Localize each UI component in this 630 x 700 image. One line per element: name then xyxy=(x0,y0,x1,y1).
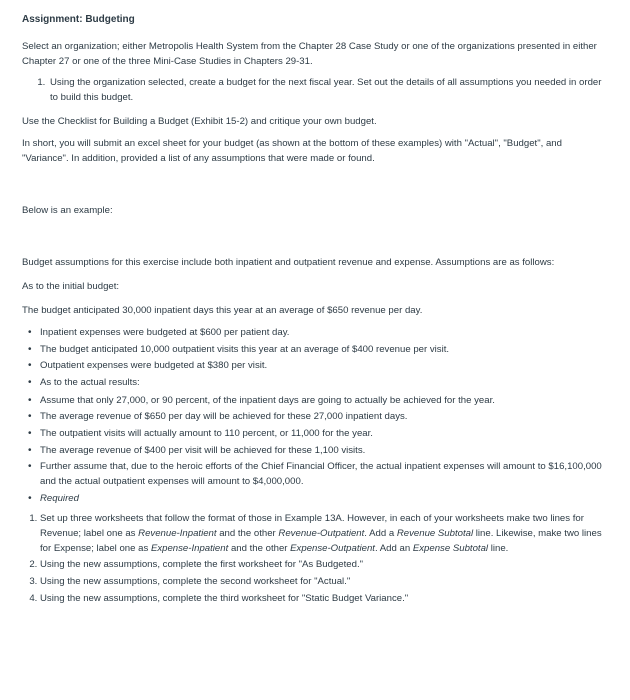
required-step-2: 2. Using the new assumptions, complete the first worksheet for "As Budgeted." xyxy=(40,557,610,572)
submit-paragraph: In short, you will submit an excel sheet for your budget (as shown at the bottom of these examples) with "Actual", "Budget", and "Variance". In addition, provided a list of any assumptions that were made or found. xyxy=(22,138,562,164)
bullet-item: • The average revenue of $650 per day will be achieved for these 27,000 inpatient days. xyxy=(40,409,610,424)
bullet-item: • The budget anticipated 10,000 outpatient visits this year at an average of $400 revenue per visit. xyxy=(40,342,610,357)
step-text: and the other xyxy=(216,527,279,539)
step-text: and the other xyxy=(228,542,291,554)
anticipated-paragraph: The budget anticipated 30,000 inpatient days this year at an average of $650 revenue per day. xyxy=(22,305,423,316)
intro-paragraph: Select an organization; either Metropolis Health System from the Chapter 28 Case Study or one of the organizations presented in either Chapter 27 or one of the three Mini-Case Studies in Chapters 29-31. xyxy=(22,41,597,67)
term-revenue-inpatient: Revenue-Inpatient xyxy=(138,527,217,539)
term-expense-outpatient: Expense-Outpatient xyxy=(290,542,375,554)
required-steps-list xyxy=(22,511,610,606)
bullet-item: • As to the actual results: xyxy=(40,375,610,390)
term-expense-subtotal: Expense Subtotal xyxy=(412,542,489,554)
step-text: Set up three worksheets that follow the format of those in Example 13A. However, in each of your worksheets make two lines for Revenue; label one as xyxy=(40,512,584,539)
step-text: line. Likewise, make two lines for Expense; label one as xyxy=(40,527,602,554)
step-text: . Add a xyxy=(364,527,397,539)
checklist-paragraph: Use the Checklist for Building a Budget (Exhibit 15-2) and critique your own budget. xyxy=(22,116,377,127)
top-steps-list xyxy=(22,75,610,105)
step-text: . Add an xyxy=(374,542,413,554)
required-step-4: 4. Using the new assumptions, complete the third worksheet for "Static Budget Variance." xyxy=(40,591,610,606)
bullet-item: • Further assume that, due to the heroic efforts of the Chief Financial Officer, the actual inpatient expenses will amount to $16,100,000 and the actual outpatient expenses will amount to $4,000,000. xyxy=(40,459,610,489)
initial-budget-label: As to the initial budget: xyxy=(22,281,120,292)
step-1: 1. Using the organization selected, create a budget for the next fiscal year. Set out the details of all assumptions you needed in order to build this budget. xyxy=(48,75,610,105)
bullet-item: • Inpatient expenses were budgeted at $600 per patient day. xyxy=(40,325,610,340)
required-step-3: 3. Using the new assumptions, complete the second worksheet for "Actual." xyxy=(40,574,610,589)
assumptions-paragraph: Budget assumptions for this exercise include both inpatient and outpatient revenue and expense. Assumptions are as follows: xyxy=(22,257,555,268)
example-label: Below is an example: xyxy=(22,205,113,216)
bullet-item: • Assume that only 27,000, or 90 percent, of the inpatient days are going to actually be achieved for the year. xyxy=(40,393,610,408)
bullet-item: • The average revenue of $400 per visit will be achieved for these 1,100 visits. xyxy=(40,443,610,458)
actual-bullets xyxy=(22,393,610,506)
step-text: line. xyxy=(488,542,509,554)
term-revenue-outpatient: Revenue-Outpatient xyxy=(278,527,365,539)
initial-bullets xyxy=(22,325,610,390)
bullet-item: • The outpatient visits will actually amount to 110 percent, or 11,000 for the year. xyxy=(40,426,610,441)
assignment-title: Assignment: Budgeting xyxy=(22,14,135,25)
bullet-item-required: • Required xyxy=(40,491,610,506)
term-expense-inpatient: Expense-Inpatient xyxy=(150,542,229,554)
required-step-1 xyxy=(40,511,610,556)
term-revenue-subtotal: Revenue Subtotal xyxy=(396,527,474,539)
bullet-item: • Outpatient expenses were budgeted at $380 per visit. xyxy=(40,358,610,373)
